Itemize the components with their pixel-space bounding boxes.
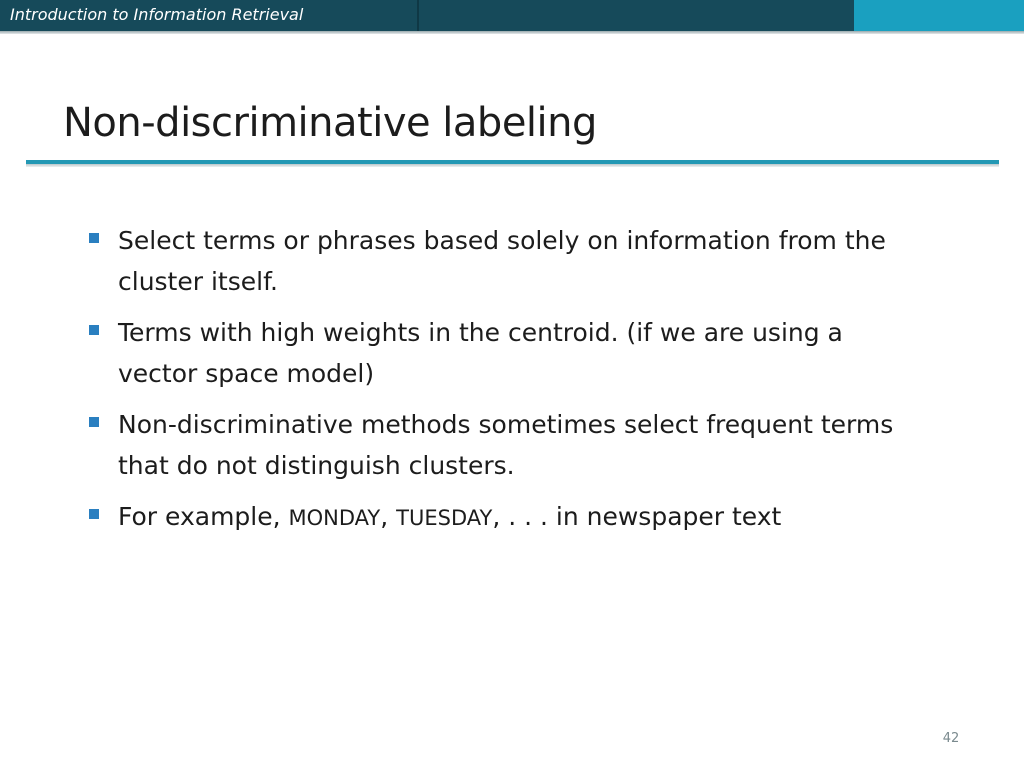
page-number: 42 xyxy=(942,731,960,746)
square-bullet-icon xyxy=(89,233,99,243)
bullet-text-suffix: , . . . in newspaper text xyxy=(492,502,782,531)
bullet-item xyxy=(86,220,926,302)
bullet-item xyxy=(86,496,926,539)
bullet-item xyxy=(86,404,926,486)
course-title: Introduction to Information Retrieval xyxy=(10,5,304,24)
example-term-monday: MONDAY xyxy=(288,506,381,530)
header-accent-bar xyxy=(854,0,1024,31)
bullet-text: Select terms or phrases based solely on information from the cluster itself. xyxy=(118,226,886,296)
bullet-text-prefix: For example, xyxy=(118,502,289,531)
square-bullet-icon xyxy=(89,417,99,427)
header-divider xyxy=(417,0,419,31)
header-band xyxy=(0,0,1024,33)
bullet-text: Non-discriminative methods sometimes select frequent terms that do not distinguish clusters. xyxy=(118,410,894,480)
bullet-list xyxy=(86,220,926,549)
bullet-text: Terms with high weights in the centroid. (if we are using a vector space model) xyxy=(118,318,843,388)
square-bullet-icon xyxy=(89,509,99,519)
bullet-item xyxy=(86,312,926,394)
header-shadow xyxy=(0,31,1024,34)
example-term-separator: , xyxy=(380,502,397,531)
square-bullet-icon xyxy=(89,325,99,335)
example-term-tuesday: TUESDAY xyxy=(396,506,493,530)
slide-title: Non-discriminative labeling xyxy=(63,100,597,146)
title-underline-shadow xyxy=(26,164,999,167)
